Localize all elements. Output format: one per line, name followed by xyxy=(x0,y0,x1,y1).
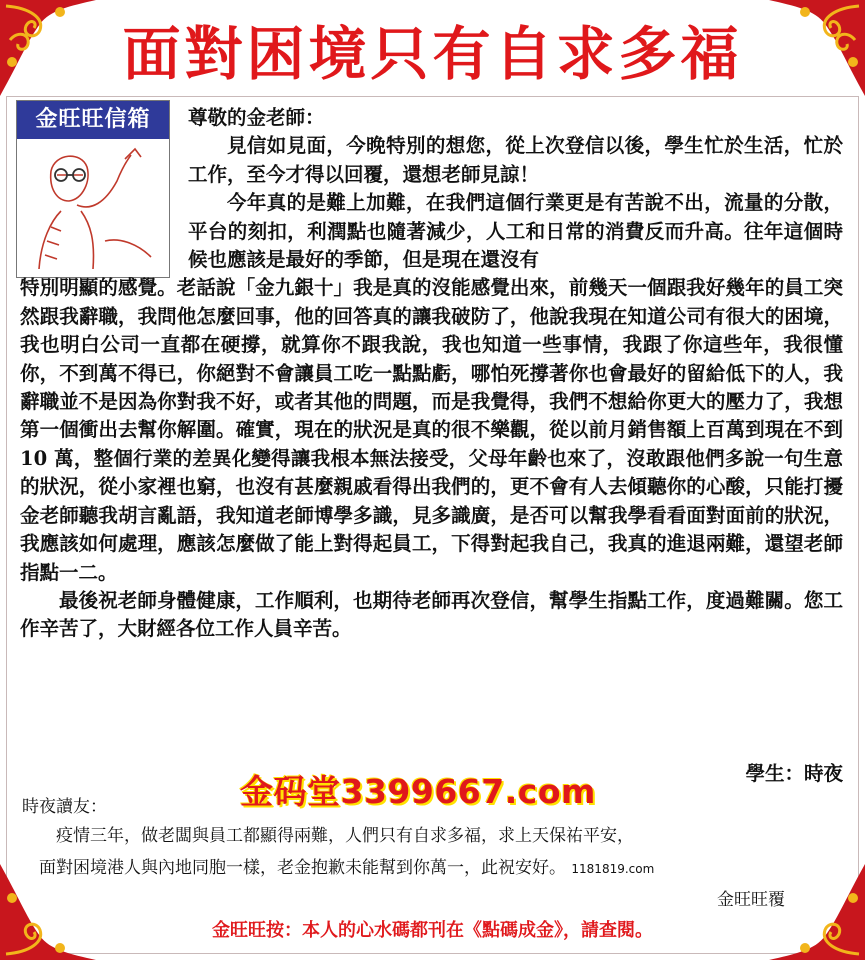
headline: 面對困境只有自求多福 xyxy=(122,20,743,88)
student-signature: 學生：時夜 xyxy=(745,762,843,785)
letter-paragraph-1: 見信如見面，今晚特別的想您，從上次登信以後，學生忙於生活，忙於工作，至今才得以回覆，還想老師見諒！ xyxy=(188,134,843,186)
reply-line-2 xyxy=(22,852,841,885)
letter-paragraph-2: 今年真的是難上加難，在我們這個行業更是有苦說不出，流量的分散，平台的刻扣，利潤點也隨著減少，人工和日常的消費反而升高。往年這個時候也應該是最好的季節，但是現在還沒有 xyxy=(188,191,843,272)
watermark-url: 金码堂3399667.com xyxy=(240,772,596,811)
reply-line-1: 疫情三年，做老闆與員工都顯得兩難，人們只有自求多福，求上天保祐平安， xyxy=(56,826,634,846)
letter-body xyxy=(20,104,843,644)
reply-signature: 金旺旺覆 xyxy=(717,890,785,910)
column-tag: 金旺旺信箱 xyxy=(17,101,169,139)
reply-reference: 1181819.com xyxy=(571,862,655,876)
letter-paragraph-2-continued: 特別明顯的感覺。老話說「金九銀十」我是真的沒能感覺出來，前幾天一個跟我好幾年的員工突然跟我辭職，我問他怎麼回事，他的回答真的讓我破防了，他說我現在知道公司有很大的困境，我也明白公司一直都在硬撐，就算你不跟我說，我也知道一些事情，我跟了你這些年，我很懂你，不到萬不得已，你絕對不會讓員工吃一點點虧，哪怕死撐著你也會最好的留給低下的人，我辭職並不是因為你對我不好，或者其他的問題，而是我覺得，我們不想給你更大的壓力了，我想第一個衝出去幫你解圍。確實，現在的狀況是真的很不樂觀，從以前月銷售額上百萬到現在不到 10 萬，整個行業的差異化變得讓我根本無法接受，父母年齡也來了，沒敢跟他們多說一句生意的狀況，從小家裡也窮，也沒有甚麼親戚看得出我們的，更不會有人去傾聽你的心酸，只能打擾金老師聽我胡言亂語，我知道老師博學多識，見多識廣，是否可以幫我學看看面對面前的狀況，我應該如何處理，應該怎麼做了能上對得起員工，下得對起我自己，我真的進退兩難，還望老師指點一二。 xyxy=(20,276,843,584)
footnote: 金旺旺按：本人的心水碼都刊在《點碼成金》，請查閱。 xyxy=(212,920,653,941)
reply-line-2-text: 面對困境港人與內地同胞一樣，老金抱歉未能幫到你萬一，此祝安好。 xyxy=(39,858,566,878)
reply-body xyxy=(22,820,841,885)
reply-addressee: 時夜讀友： xyxy=(22,797,107,817)
letter-paragraph-3: 最後祝老師身體健康，工作順利，也期待老師再次登信，幫學生指點工作，度過難關。您工作辛苦了，大財經各位工作人員辛苦。 xyxy=(20,588,843,641)
letter-salutation: 尊敬的金老師： xyxy=(188,106,325,129)
